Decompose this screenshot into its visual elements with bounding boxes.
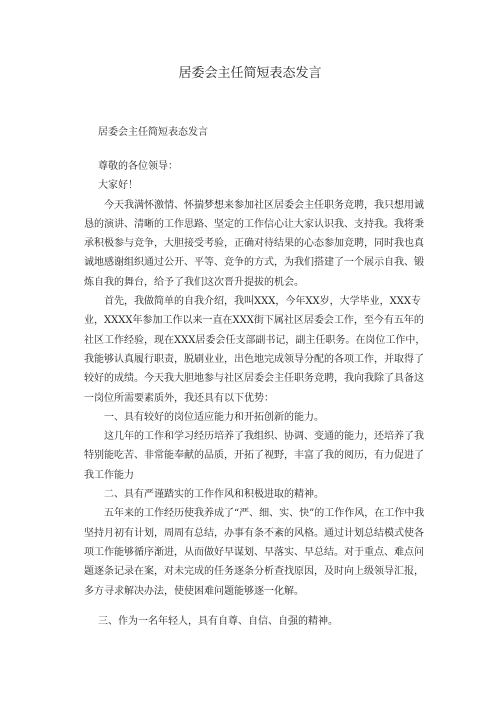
paragraph-intro: 今天我满怀激情、怀揣梦想来参加社区居委会主任职务竞聘，我只想用诚恳的演讲、清晰的工作思路、坚定的工作信心让大家认识我、支持我。我将秉承积极参与竞争，大胆接受考验，正确对待结果的心态参加竞聘，同时我也真诚地感谢组织通过公开、平等、竞争的方式，为我们搭建了一个展示自我、锻炼自我的舞台，给予了我们这次晋升提拔的机会。 xyxy=(84,199,424,288)
greeting: 大家好！ xyxy=(98,180,138,192)
paragraph-point-one: 这几年的工作和学习经历培养了我组织、协调、变通的能力，还培养了我特别能吃苦、非常能奉献的品质，开拓了视野，丰富了我的阅历，有力促进了我工作能力 xyxy=(84,431,424,481)
page-title: 居委会主任简短表态发言 xyxy=(178,66,322,81)
paragraph-point-two: 五年来的工作经历使我养成了“严、细、实、快”的工作作风，在工作中我坚持月初有计划，周周有总结，办事有条不紊的风格。通过计划总结模式使各项工作能够循序渐进，从而做好早谋划、早落实、早总结。对于重点、难点问题逐条记录在案，对未完成的任务逐条分析查找原因，及时向上级领导汇报，多方寻求解决办法，使使困难问题能够逐一化解。 xyxy=(84,508,425,597)
salutation: 尊敬的各位领导： xyxy=(98,161,178,172)
paragraph-self-intro: 首先，我做简单的自我介绍，我叫XXX，今年XX岁，大学毕业，XXX专业，XXXX年参加工作以来一直在XXX街下属社区居委会工作，至今有五年的社区工作经验，现在XXX居委会任支部副书记，副主任职务。在岗位工作中，我能够认真履行职责，脱刷业业，出色地完成领导分配的各项工作，并取得了较好的成绩。今天我大胆地参与社区居委会主任职务竞聘，我向我除了具备这一岗位所需要素质外，我还具有以下优势： xyxy=(84,296,426,404)
heading-point-one: 一、具有较好的岗位适应能力和开拓创新的能力。 xyxy=(104,411,324,423)
heading-point-two: 二、具有严谨踏实的工作作风和积极进取的精神。 xyxy=(104,489,324,501)
document-subtitle: 居委会主任简短表态发言 xyxy=(98,127,208,138)
document-body xyxy=(84,157,432,601)
heading-point-three: 三、作为一名年轻人，具有自尊、自信、自强的精神。 xyxy=(98,616,338,627)
